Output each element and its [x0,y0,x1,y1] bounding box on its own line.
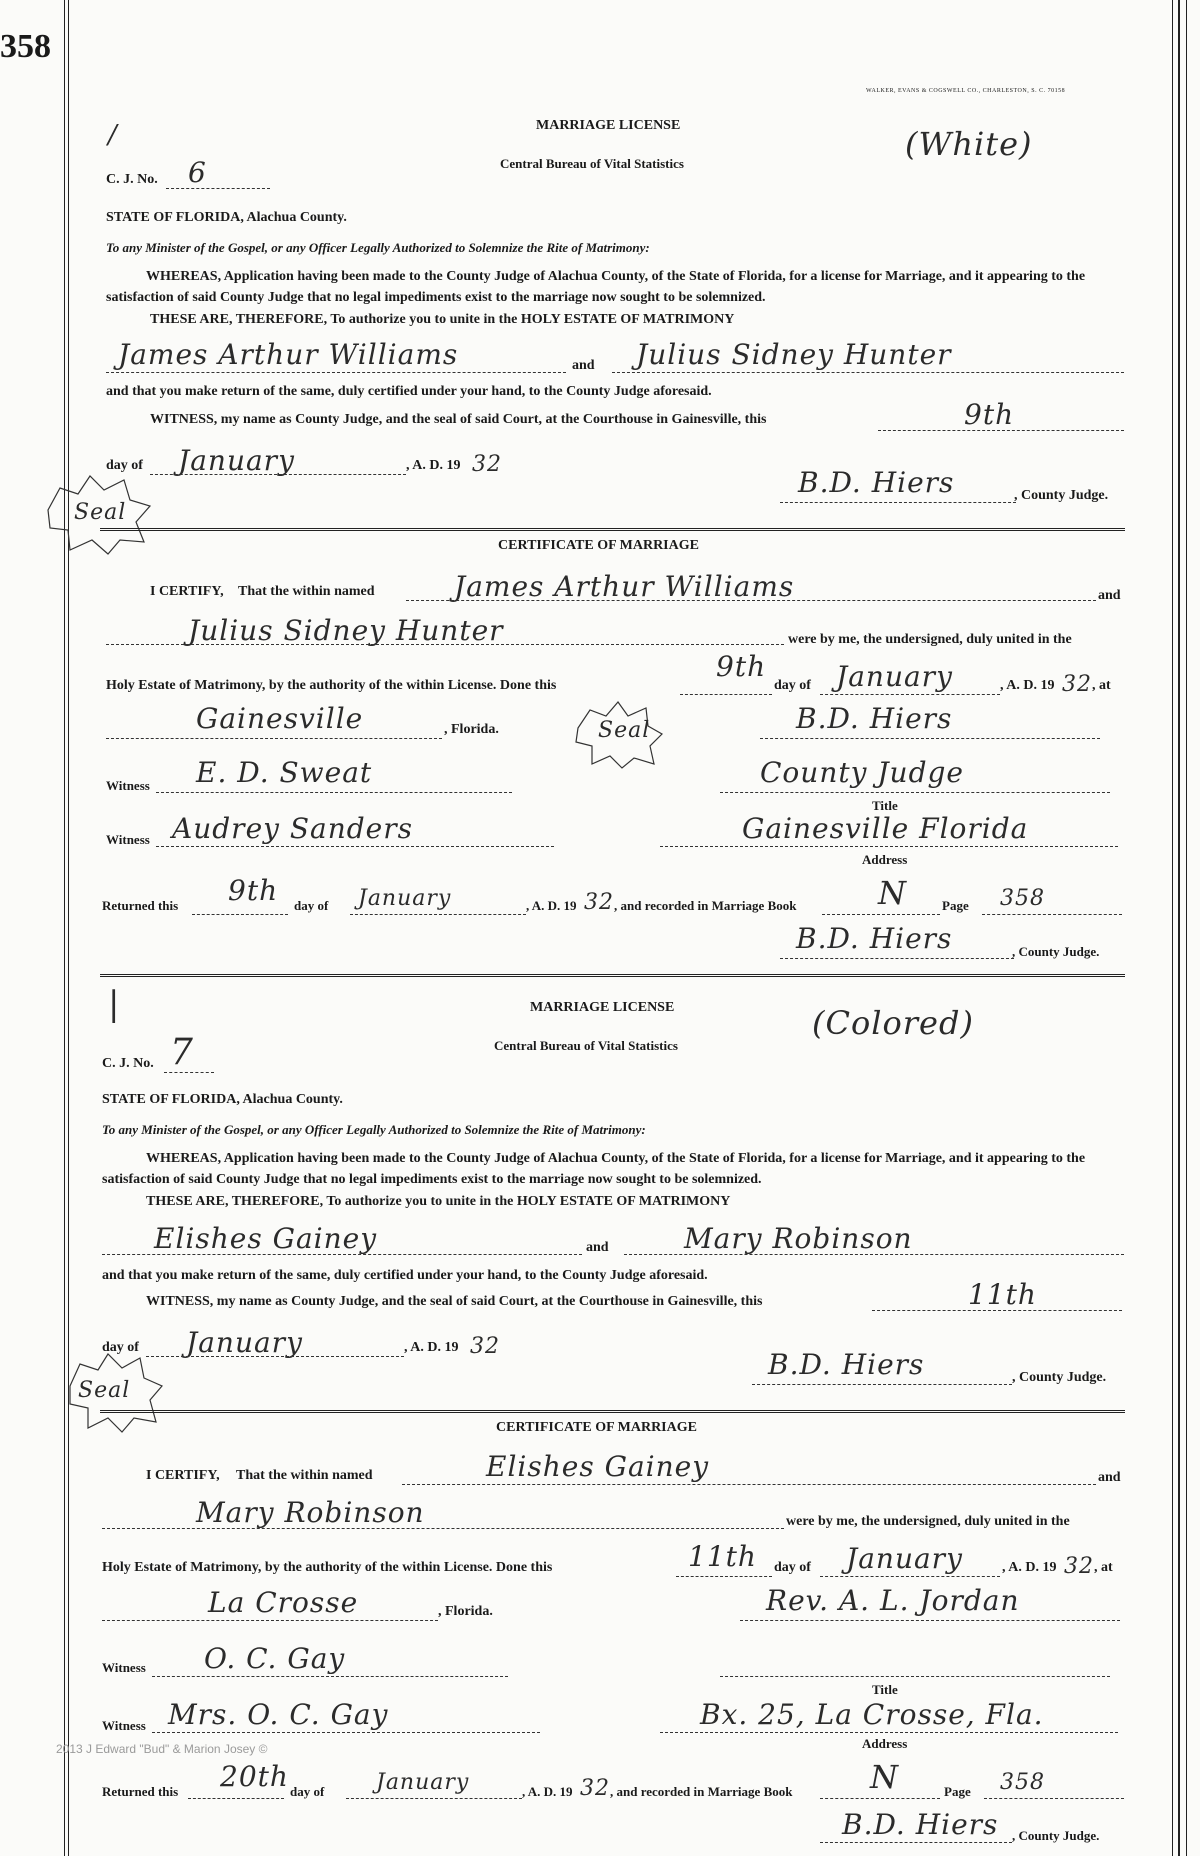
book-page-line [982,914,1122,915]
witness1-name: O. C. Gay [204,1642,346,1675]
seal-stamp [62,1350,166,1434]
title-line [720,792,1110,793]
state-line: STATE OF FLORIDA, Alachua County. [102,1092,343,1107]
these-are-line: THESE ARE, THEREFORE, To authorize you to unite in the HOLY ESTATE OF MATRIMONY [150,312,735,327]
license-day: 11th [968,1278,1037,1311]
party2-line [612,372,1124,373]
party1-name: Elishes Gainey [154,1222,378,1255]
license-year: 32 [470,1334,500,1359]
address-label: Address [862,1736,908,1751]
recorder-county-judge: , County Judge. [1012,1828,1100,1843]
day-of-label: day of [102,1340,139,1355]
title-line [720,1676,1110,1677]
cert-year: 32 [1064,1554,1094,1579]
title-label: Title [872,798,898,813]
margin-tick: / [108,120,118,150]
cert-place-line [102,1620,438,1621]
address-label: Address [862,852,908,867]
recorder-signature: B.D. Hiers [796,922,953,955]
returned-ad: , A. D. 19 [526,898,577,913]
recorded-text: , and recorded in Marriage Book [610,1784,793,1799]
party2-line [624,1254,1124,1255]
signature-line [780,502,1016,503]
certificate-heading: CERTIFICATE OF MARRIAGE [496,1420,697,1435]
cert-party2: Mary Robinson [196,1496,425,1529]
to-any-minister: To any Minister of the Gospel, or any Officer Legally Authorized to Solemnize the Rite of Matrimony: [102,1122,646,1137]
day-line [878,430,1124,431]
section-divider [100,528,1125,531]
cert-party2-line [106,644,784,645]
judge-signature: B.D. Hiers [768,1348,925,1381]
book-page: 358 [1000,1770,1045,1795]
returned-month: January [358,886,452,911]
title-label: Title [872,1682,898,1697]
seal-text: Seal [74,500,127,525]
witness1-name: E. D. Sweat [196,756,373,789]
holy-estate-text: Holy Estate of Matrimony, by the authority of the within License. Done this [102,1560,553,1575]
recorded-text: , and recorded in Marriage Book [614,898,797,913]
cert-party2: Julius Sidney Hunter [188,614,504,647]
and-label: and [586,1240,609,1255]
book-line [822,914,940,915]
cert-month-line [820,1576,1000,1577]
party2-name: Julius Sidney Hunter [636,338,952,371]
cert-month: January [836,660,953,693]
license-year: 32 [472,452,502,477]
returned-day-of: day of [290,1784,325,1799]
whereas-paragraph: WHEREAS, Application having been made to the County Judge of Alachua County, of the State of Florida, for a license for Marriage, and it appearing to the satisfaction of said County Judge that no legal impediments exist to the marriage now sought to be solemnized. [102,1151,1086,1187]
seal-stamp [38,470,156,556]
judge-signature: B.D. Hiers [798,466,955,499]
witness-statement: WITNESS, my name as County Judge, and the seal of said Court, at the Courthouse in Gainesville, this [146,1294,763,1309]
returned-year: 32 [580,1776,610,1801]
recorder-county-judge: , County Judge. [1012,944,1100,959]
cert-ad: , A. D. 19 [1000,678,1055,693]
within-named-label: That the within named [236,1468,373,1483]
book-page: 358 [1000,886,1045,911]
printer-imprint: WALKER, EVANS & COGSWELL CO., CHARLESTON, S. C. 70158 [866,88,1066,94]
section-divider [100,1410,1125,1413]
officiant-line [740,1620,1120,1621]
right-border-line [1178,0,1180,1856]
cj-number: 6 [188,156,207,189]
address-line [660,846,1118,847]
returned-year: 32 [584,890,614,915]
title-value: County Judge [760,756,964,789]
cert-place-line [106,738,442,739]
bureau-label: Central Bureau of Vital Statistics [494,1038,678,1053]
cj-number: 7 [170,1032,194,1073]
and-label: and [572,358,595,373]
book-page-line [984,1798,1124,1799]
recorder-signature: B.D. Hiers [842,1808,999,1841]
returned-month: January [376,1770,470,1795]
party1-line [102,1254,582,1255]
entry-divider [100,974,1125,977]
witness1-line [152,1676,508,1677]
county-judge-label: , County Judge. [1014,488,1109,503]
cert-month-line [820,694,1000,695]
right-border-line [1172,0,1173,1856]
cert-party1: James Arthur Williams [454,570,795,603]
witness2-line [152,1732,540,1733]
signature-line [752,1384,1012,1385]
license-day: 9th [964,398,1015,431]
cert-party2-line [102,1528,784,1529]
seal-text: Seal [598,718,651,743]
certificate-heading: CERTIFICATE OF MARRIAGE [498,538,699,553]
witness1-label: Witness [106,778,150,793]
within-named-label: That the within named [238,584,375,599]
to-any-minister: To any Minister of the Gospel, or any Officer Legally Authorized to Solemnize the Rite of Matrimony: [106,240,650,255]
returned-month-line [350,914,526,915]
cj-label: C. J. No. [106,172,158,187]
florida-label: , Florida. [438,1604,493,1619]
cert-party1-line [406,600,1096,601]
right-border-line [1186,0,1187,1856]
witness1-label: Witness [102,1660,146,1675]
were-by-me-text: were by me, the undersigned, duly united in the [788,632,1072,647]
recorder-line [820,1842,1012,1843]
ad-label: , A. D. 19 [404,1340,459,1355]
witness2-name: Mrs. O. C. Gay [168,1698,389,1731]
party2-name: Mary Robinson [684,1222,913,1255]
return-line: and that you make return of the same, duly certified under your hand, to the County Judge aforesaid. [106,384,712,399]
cert-day-line [680,694,772,695]
book-letter: N [870,1758,899,1796]
i-certify-label: I CERTIFY, [150,584,224,599]
page-number: 358 [0,28,51,65]
returned-month-line [346,1798,522,1799]
cert-month: January [846,1542,963,1575]
cert-and-label: and [1098,1470,1121,1485]
cert-place: La Crosse [208,1586,359,1619]
recorder-line [780,958,1014,959]
bureau-label: Central Bureau of Vital Statistics [500,156,684,171]
witness2-label: Witness [106,832,150,847]
returned-ad: , A. D. 19 [522,1784,573,1799]
license-heading: MARRIAGE LICENSE [530,1000,675,1015]
cert-day: 11th [688,1540,757,1573]
race-note: (White) [905,125,1033,163]
day-of-label: day of [106,458,143,473]
holy-estate-text: Holy Estate of Matrimony, by the authority of the within License. Done this [106,678,557,693]
ad-label: , A. D. 19 [406,458,461,473]
whereas-paragraph: WHEREAS, Application having been made to the County Judge of Alachua County, of the State of Florida, for a license for Marriage, and it appearing to the satisfaction of said County Judge that no legal impediments exist to the marriage now sought to be solemnized. [106,269,1086,305]
party1-line [106,372,566,373]
cj-line [166,188,270,189]
state-line: STATE OF FLORIDA, Alachua County. [106,210,347,225]
witness2-label: Witness [102,1718,146,1733]
cert-at: , at [1094,1560,1113,1575]
cert-place: Gainesville [196,702,364,735]
florida-label: , Florida. [444,722,499,737]
returned-this-label: Returned this [102,898,179,913]
month-line [150,474,406,475]
officiant-signature: B.D. Hiers [796,702,953,735]
seal-text: Seal [78,1378,131,1403]
officiant-signature: Rev. A. L. Jordan [766,1584,1020,1617]
left-margin-line [68,0,69,1856]
race-note: (Colored) [812,1004,974,1042]
license-month: January [178,444,295,477]
witness2-name: Audrey Sanders [172,812,414,845]
copyright-watermark: 2013 J Edward "Bud" & Marion Josey © [56,1742,268,1756]
returned-day: 9th [228,874,279,907]
license-month: January [186,1326,303,1359]
party1-name: James Arthur Williams [118,338,459,371]
witness2-line [156,846,554,847]
returned-day: 20th [220,1760,289,1793]
returned-this-label: Returned this [102,1784,179,1799]
cert-day-line [676,1576,772,1577]
cj-label: C. J. No. [102,1056,154,1071]
book-line [820,1798,940,1799]
county-judge-label: , County Judge. [1012,1370,1107,1385]
witness-statement: WITNESS, my name as County Judge, and the seal of said Court, at the Courthouse in Gainesville, this [150,412,767,427]
margin-tick: | [108,984,121,1024]
license-heading: MARRIAGE LICENSE [536,118,681,133]
cert-day: 9th [716,650,767,683]
these-are-line: THESE ARE, THEREFORE, To authorize you to unite in the HOLY ESTATE OF MATRIMONY [146,1194,731,1209]
cert-day-of: day of [774,1560,811,1575]
cert-and-label: and [1098,588,1121,603]
i-certify-label: I CERTIFY, [146,1468,220,1483]
page-label: Page [942,898,969,913]
cert-ad: , A. D. 19 [1002,1560,1057,1575]
page-label: Page [944,1784,971,1799]
officiant-line [760,738,1100,739]
address-line [660,1732,1118,1733]
cert-party1-line [402,1484,1096,1485]
left-margin-line [64,0,65,1856]
seal-stamp [570,698,666,770]
witness1-line [156,792,512,793]
book-letter: N [878,874,907,912]
cert-at: , at [1092,678,1111,693]
were-by-me-text: were by me, the undersigned, duly united in the [786,1514,1070,1529]
cert-day-of: day of [774,678,811,693]
month-line [146,1356,404,1357]
cert-party1: Elishes Gainey [486,1450,710,1483]
cert-year: 32 [1062,672,1092,697]
returned-day-line [188,1798,284,1799]
returned-day-line [192,914,288,915]
day-line [872,1310,1122,1311]
address-value: Bx. 25, La Crosse, Fla. [700,1698,1044,1731]
returned-day-of: day of [294,898,329,913]
return-line: and that you make return of the same, duly certified under your hand, to the County Judge aforesaid. [102,1268,708,1283]
address-value: Gainesville Florida [742,812,1029,845]
